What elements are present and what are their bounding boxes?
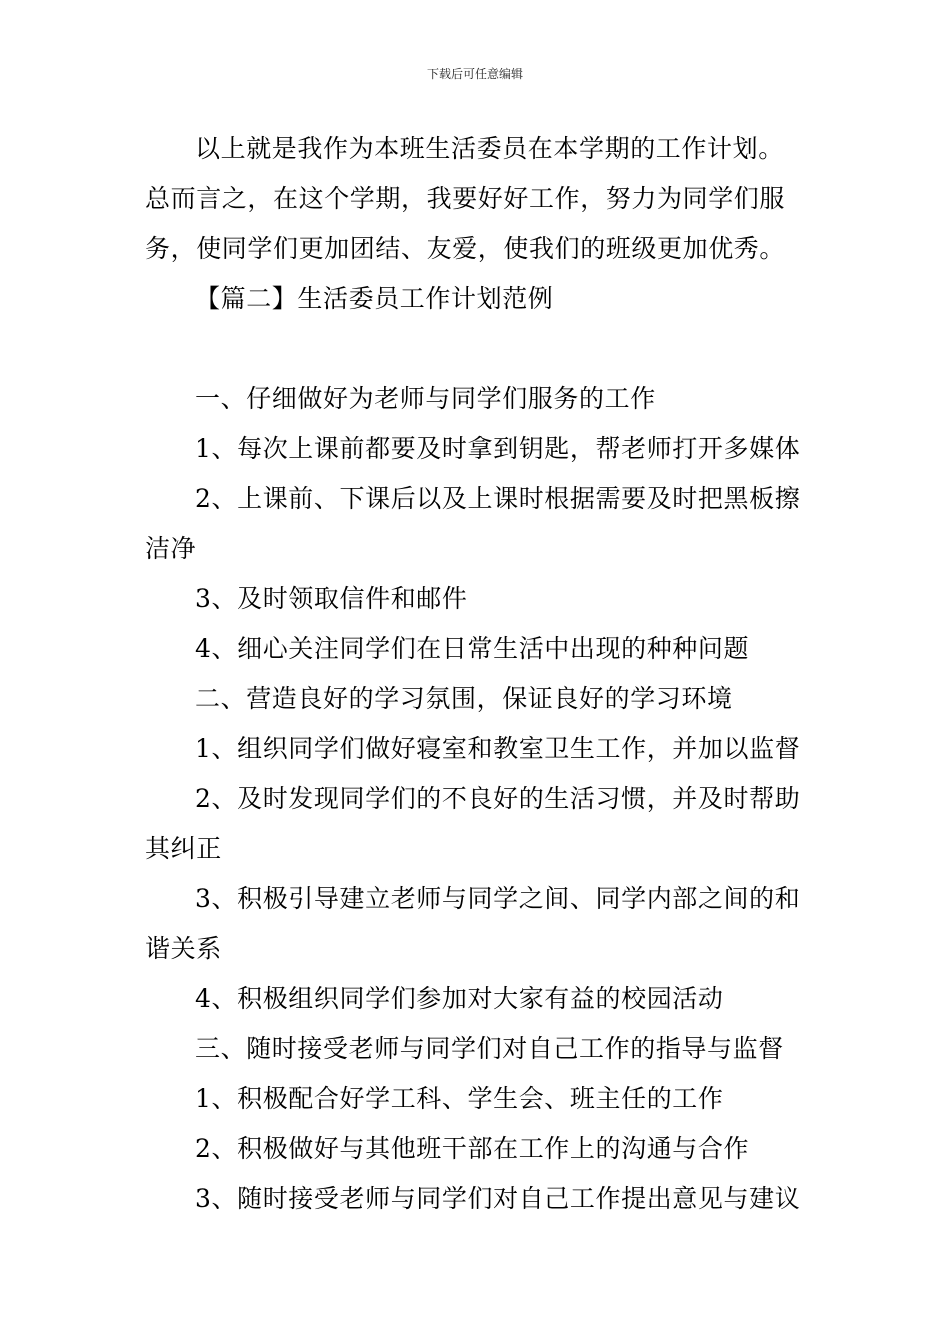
page-header: 下载后可任意编辑 (426, 67, 523, 81)
paragraph-line: 总而言之，在这个学期，我要好好工作，努力为同学们服 (145, 184, 786, 213)
paragraph-line: 务，使同学们更加团结、友爱，使我们的班级更加优秀。 (145, 234, 786, 263)
list-item: 3、及时领取信件和邮件 (195, 584, 468, 613)
list-item: 2、上课前、下课后以及上课时根据需要及时把黑板擦 (195, 484, 801, 513)
list-item: 1、每次上课前都要及时拿到钥匙，帮老师打开多媒体 (195, 434, 801, 463)
section-heading: 【篇二】生活委员工作计划范例 (195, 284, 554, 313)
section-title-1: 一、仔细做好为老师与同学们服务的工作 (195, 384, 656, 413)
list-item: 2、积极做好与其他班干部在工作上的沟通与合作 (195, 1134, 750, 1163)
blank-line (145, 324, 810, 374)
document-body (145, 124, 810, 1224)
list-item: 4、积极组织同学们参加对大家有益的校园活动 (195, 984, 724, 1013)
list-item: 1、组织同学们做好寝室和教室卫生工作，并加以监督 (195, 734, 801, 763)
section-title-2: 二、营造良好的学习氛围，保证良好的学习环境 (195, 684, 733, 713)
list-item-continuation: 谐关系 (145, 934, 222, 963)
section-title-3: 三、随时接受老师与同学们对自己工作的指导与监督 (195, 1034, 784, 1063)
list-item: 3、随时接受老师与同学们对自己工作提出意见与建议 (195, 1184, 801, 1213)
paragraph-line: 以上就是我作为本班生活委员在本学期的工作计划。 (195, 134, 784, 163)
list-item: 4、细心关注同学们在日常生活中出现的种种问题 (195, 634, 750, 663)
list-item: 1、积极配合好学工科、学生会、班主任的工作 (195, 1084, 724, 1113)
list-item-continuation: 其纠正 (145, 834, 222, 863)
list-item: 2、及时发现同学们的不良好的生活习惯，并及时帮助 (195, 784, 801, 813)
list-item: 3、积极引导建立老师与同学之间、同学内部之间的和 (195, 884, 801, 913)
list-item-continuation: 洁净 (145, 534, 197, 563)
